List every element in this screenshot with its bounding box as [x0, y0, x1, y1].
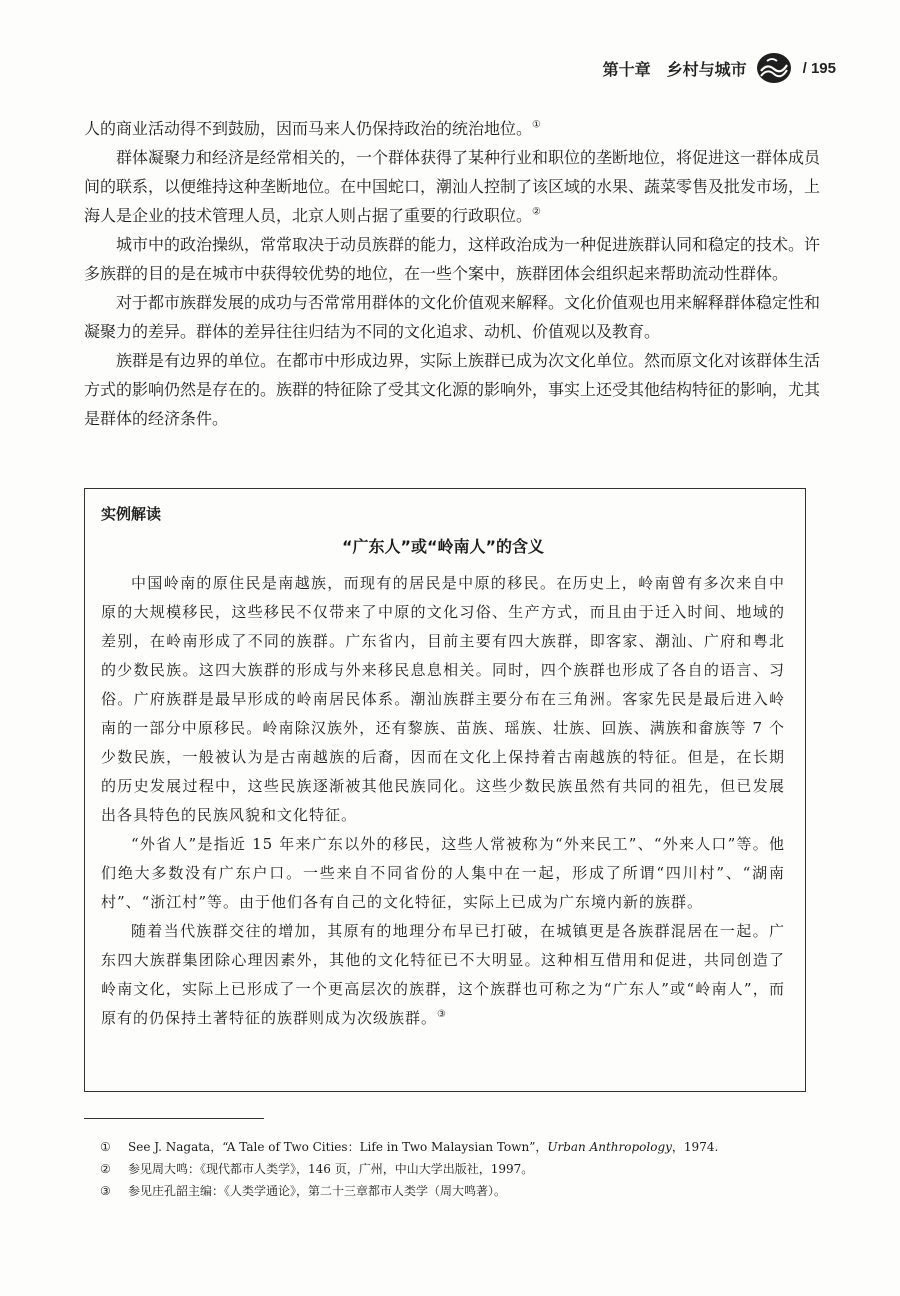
footnote-item — [100, 1180, 820, 1202]
paragraph: 对于都市族群发展的成功与否常常用群体的文化价值观来解释。文化价值观也用来解释群体稳定性和凝聚力的差异。群体的差异往往归结为不同的文化追求、动机、价值观以及教育。 — [84, 293, 821, 341]
paragraph: 人的商业活动得不到鼓励，因而马来人仍保持政治的统治地位。① — [84, 119, 541, 138]
case-paragraph: 中国岭南的原住民是南越族，而现有的居民是中原的移民。在历史上，岭南曾有多次来自中原的大规模移民，这些移民不仅带来了中原的文化习俗、生产方式，而且由于迁入时间、地域的差别，在岭南形成了不同的族群。广东省内，目前主要有四大族群，即客家、潮汕、广府和粤北的少数民族。这四大族群的形成与外来移民息息相关。同时，四个族群也形成了各自的语言、习俗。广府族群是最早形成的岭南居民体系。潮汕族群主要分布在三角洲。客家先民是最后进入岭南的一部分中原移民。岭南除汉族外，还有黎族、苗族、瑶族、壮族、回族、满族和畲族等 7 个少数民族，一般被认为是古南越族的后裔，因而在文化上保持着古南越族的特征。但是，在长期的历史发展过程中，这些民族逐渐被其他民族同化。这些少数民族虽然有共同的祖先，但已发展出各具特色的民族风貌和文化特征。 — [101, 574, 785, 824]
footnote-item — [100, 1158, 820, 1180]
case-text — [101, 569, 785, 1033]
case-title: “广东人”或“岭南人”的含义 — [341, 537, 545, 556]
footnote-text: See J. Nagata，“A Tale of Two Cities：Life in Two Malaysian Town”，Urban Anthropology，1974. — [128, 1140, 719, 1154]
case-paragraph: 随着当代族群交往的增加，其原有的地理分布早已打破，在城镇更是各族群混居在一起。广东四大族群集团除心理因素外，其他的文化特征已不大明显。这种相互借用和促进，共同创造了岭南文化，实际上已形成了一个更高层次的族群，这个族群也可称之为“广东人”或“岭南人”，而原有的仍保持土著特征的族群则成为次级族群。③ — [101, 922, 785, 1027]
paragraph: 族群是有边界的单位。在都市中形成边界，实际上族群已成为次文化单位。然而原文化对该群体生活方式的影响仍然是存在的。族群的特征除了受其文化源的影响外，事实上还受其他结构特征的影响，尤其是群体的经济条件。 — [84, 351, 821, 428]
footnote-mark: ② — [100, 1162, 111, 1176]
footnote-mark: ③ — [100, 1184, 111, 1198]
footnote-ref[interactable]: ③ — [437, 1009, 447, 1020]
case-study-box — [84, 488, 806, 1092]
paragraph: 群体凝聚力和经济是经常相关的，一个群体获得了某种行业和职位的垄断地位，将促进这一群体成员间的联系，以便维持这种垄断地位。在中国蛇口，潮汕人控制了该区域的水果、蔬菜零售及批发市场，上海人是企业的技术管理人员，北京人则占据了重要的行政职位。② — [84, 148, 821, 225]
page-number: / 195 — [802, 59, 836, 77]
footnote-ref[interactable]: ② — [532, 206, 541, 218]
footnote-text: 参见庄孔韶主编：《人类学通论》，第二十三章都市人类学（周大鸣著）。 — [128, 1184, 507, 1198]
footnote-text: 参见周大鸣：《现代都市人类学》，146 页，广州，中山大学出版社，1997。 — [128, 1162, 534, 1176]
footnote-item — [100, 1136, 820, 1158]
journal-title: Urban Anthropology — [547, 1140, 672, 1154]
footnote-divider — [84, 1118, 264, 1119]
case-label: 实例解读 — [101, 505, 162, 523]
footnote-ref[interactable]: ① — [532, 119, 541, 131]
chapter-title: 乡村与城市 — [666, 59, 747, 79]
footnote-mark: ① — [100, 1140, 111, 1154]
paragraph: 城市中的政治操纵，常常取决于动员族群的能力，这样政治成为一种促进族群认同和稳定的技术。许多族群的目的是在城市中获得较优势的地位，在一些个案中，族群团体会组织起来帮助流动性群体。 — [84, 235, 821, 283]
main-text — [84, 114, 820, 433]
running-header — [500, 48, 836, 88]
chapter-number: 第十章 — [602, 59, 651, 79]
book-emblem-icon — [755, 51, 793, 85]
footnotes — [100, 1136, 820, 1202]
case-paragraph: “外省人”是指近 15 年来广东以外的移民，这些人常被称为“外来民工”、“外来人口”等。他们绝大多数没有广东户口。一些来自不同省份的人集中在一起，形成了所谓“四川村”、“湖南村”、“浙江村”等。由于他们各有自己的文化特征，实际上已成为广东境内新的族群。 — [101, 835, 785, 911]
